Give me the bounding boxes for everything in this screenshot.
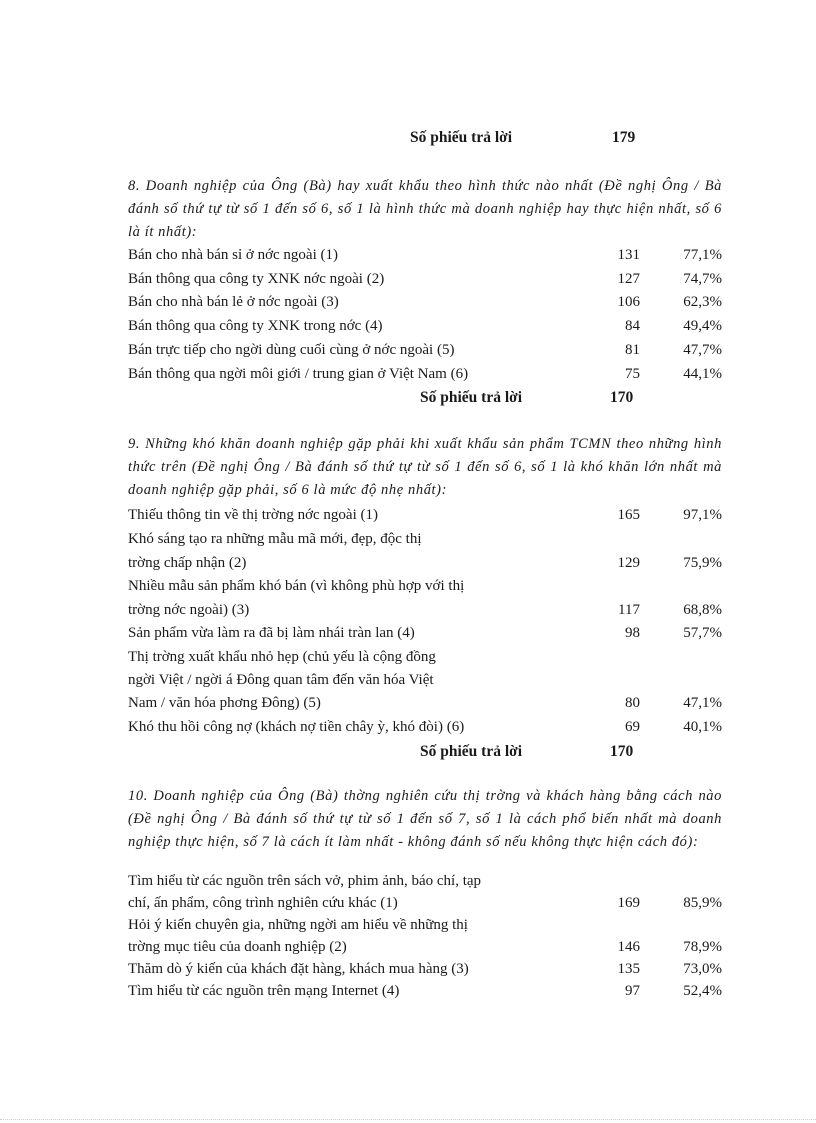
row-percent: 68,8%	[683, 602, 722, 618]
row-label: Sản phẩm vừa làm ra đã bị làm nhái tràn lan (4)	[128, 625, 415, 641]
row-label: trờng nớc ngoài) (3)	[128, 602, 250, 618]
row-percent: 85,9%	[683, 895, 722, 911]
row-label: chí, ấn phẩm, công trình nghiên cứu khác (1)	[128, 895, 398, 911]
row-percent: 47,1%	[683, 695, 722, 711]
row-label: Khó sáng tạo ra những mẫu mã mới, đẹp, độc thị	[128, 531, 422, 547]
row-count: 165	[617, 507, 640, 523]
row-count: 127	[617, 271, 640, 287]
row-count: 117	[618, 602, 640, 618]
row-label: Hỏi ý kiến chuyên gia, những ngời am hiểu về những thị	[128, 917, 468, 933]
row-label: Khó thu hồi công nợ (khách nợ tiền chây ỳ, khó đòi) (6)	[128, 719, 465, 735]
summary-total-0	[410, 129, 636, 147]
row-count: 84	[625, 318, 640, 334]
summary-count: 170	[610, 389, 634, 406]
row-count: 106	[617, 294, 640, 310]
question-9: 9. Những khó khăn doanh nghiệp gặp phải khi xuất khẩu sản phẩm TCMN theo những hình thức trên (Đề nghị Ông / Bà đánh số thứ tự từ số 1 đến số 6, số 1 là khó khăn lớn nhất mà doanh nghiệp gặp phải, số 6 là mức độ nhẹ nhất):	[128, 436, 722, 498]
row-count: 81	[625, 342, 640, 358]
row-percent: 44,1%	[683, 366, 722, 382]
row-label: Tìm hiểu từ các nguồn trên mạng Internet (4)	[128, 983, 400, 999]
question-10: 10. Doanh nghiệp của Ông (Bà) thờng nghiên cứu thị trờng và khách hàng bằng cách nào (Đề nghị Ông / Bà đánh số thứ tự từ số 1 đến số 7, số 1 là cách phổ biến nhất mà doanh nghiệp thực hiện, số 7 là cách ít làm nhất - không đánh số nếu không thực hiện cách đó):	[128, 788, 722, 850]
summary-count: 170	[610, 743, 634, 760]
summary-count: 179	[612, 129, 636, 146]
row-count: 97	[625, 983, 640, 999]
row-percent: 52,4%	[683, 983, 722, 999]
summary-label: Số phiếu trả lời	[420, 743, 523, 760]
row-label: Bán cho nhà bán sỉ ở nớc ngoài (1)	[128, 247, 338, 263]
row-percent: 75,9%	[683, 555, 722, 571]
row-percent: 57,7%	[683, 625, 722, 641]
row-label: Thăm dò ý kiến của khách đặt hàng, khách mua hàng (3)	[128, 961, 469, 977]
row-percent: 77,1%	[683, 247, 722, 263]
row-count: 169	[617, 895, 640, 911]
row-count: 69	[625, 719, 640, 735]
row-count: 131	[617, 247, 640, 263]
row-label: Bán thông qua công ty XNK nớc ngoài (2)	[128, 271, 385, 287]
row-label: Bán thông qua ngời môi giới / trung gian ở Việt Nam (6)	[128, 366, 469, 382]
summary-label: Số phiếu trả lời	[410, 129, 513, 146]
row-percent: 73,0%	[683, 961, 722, 977]
row-count: 129	[617, 555, 640, 571]
row-count: 75	[625, 366, 640, 382]
row-label: Thiếu thông tin về thị trờng nớc ngoài (1)	[128, 507, 378, 523]
row-label: Bán trực tiếp cho ngời dùng cuối cùng ở nớc ngoài (5)	[128, 342, 455, 358]
row-percent: 74,7%	[683, 271, 722, 287]
row-label: Nam / văn hóa phơng Đông) (5)	[128, 695, 321, 711]
row-count: 98	[625, 625, 640, 641]
summary-total-8	[420, 386, 634, 409]
row-label: trờng mục tiêu của doanh nghiệp (2)	[128, 939, 347, 955]
row-count: 146	[617, 939, 640, 955]
summary-label: Số phiếu trả lời	[420, 389, 523, 406]
row-label: Nhiều mẫu sản phẩm khó bán (vì không phù hợp với thị	[128, 578, 465, 594]
row-label: trờng chấp nhận (2)	[128, 555, 247, 571]
summary-total-9	[420, 740, 634, 763]
row-label: Thị trờng xuất khẩu nhỏ hẹp (chủ yếu là cộng đồng	[128, 649, 436, 665]
row-label: ngời Việt / ngời á Đông quan tâm đến văn hóa Việt	[128, 672, 434, 688]
row-percent: 62,3%	[683, 294, 722, 310]
row-percent: 40,1%	[683, 719, 722, 735]
row-percent: 78,9%	[683, 939, 722, 955]
row-label: Tìm hiểu từ các nguồn trên sách vở, phim ảnh, báo chí, tạp	[128, 873, 482, 889]
question-8: 8. Doanh nghiệp của Ông (Bà) hay xuất khẩu theo hình thức nào nhất (Đề nghị Ông / Bà đánh số thứ tự từ số 1 đến số 6, số 1 là hình thức mà doanh nghiệp hay thực hiện nhất, số 6 là ít nhất):	[128, 178, 722, 240]
row-percent: 47,7%	[683, 342, 722, 358]
row-percent: 97,1%	[683, 507, 722, 523]
row-percent: 49,4%	[683, 318, 722, 334]
page-bottom-divider	[0, 1119, 816, 1120]
row-count: 80	[625, 695, 640, 711]
row-label: Bán thông qua công ty XNK trong nớc (4)	[128, 318, 383, 334]
row-label: Bán cho nhà bán lẻ ở nớc ngoài (3)	[128, 294, 339, 310]
row-count: 135	[617, 961, 640, 977]
